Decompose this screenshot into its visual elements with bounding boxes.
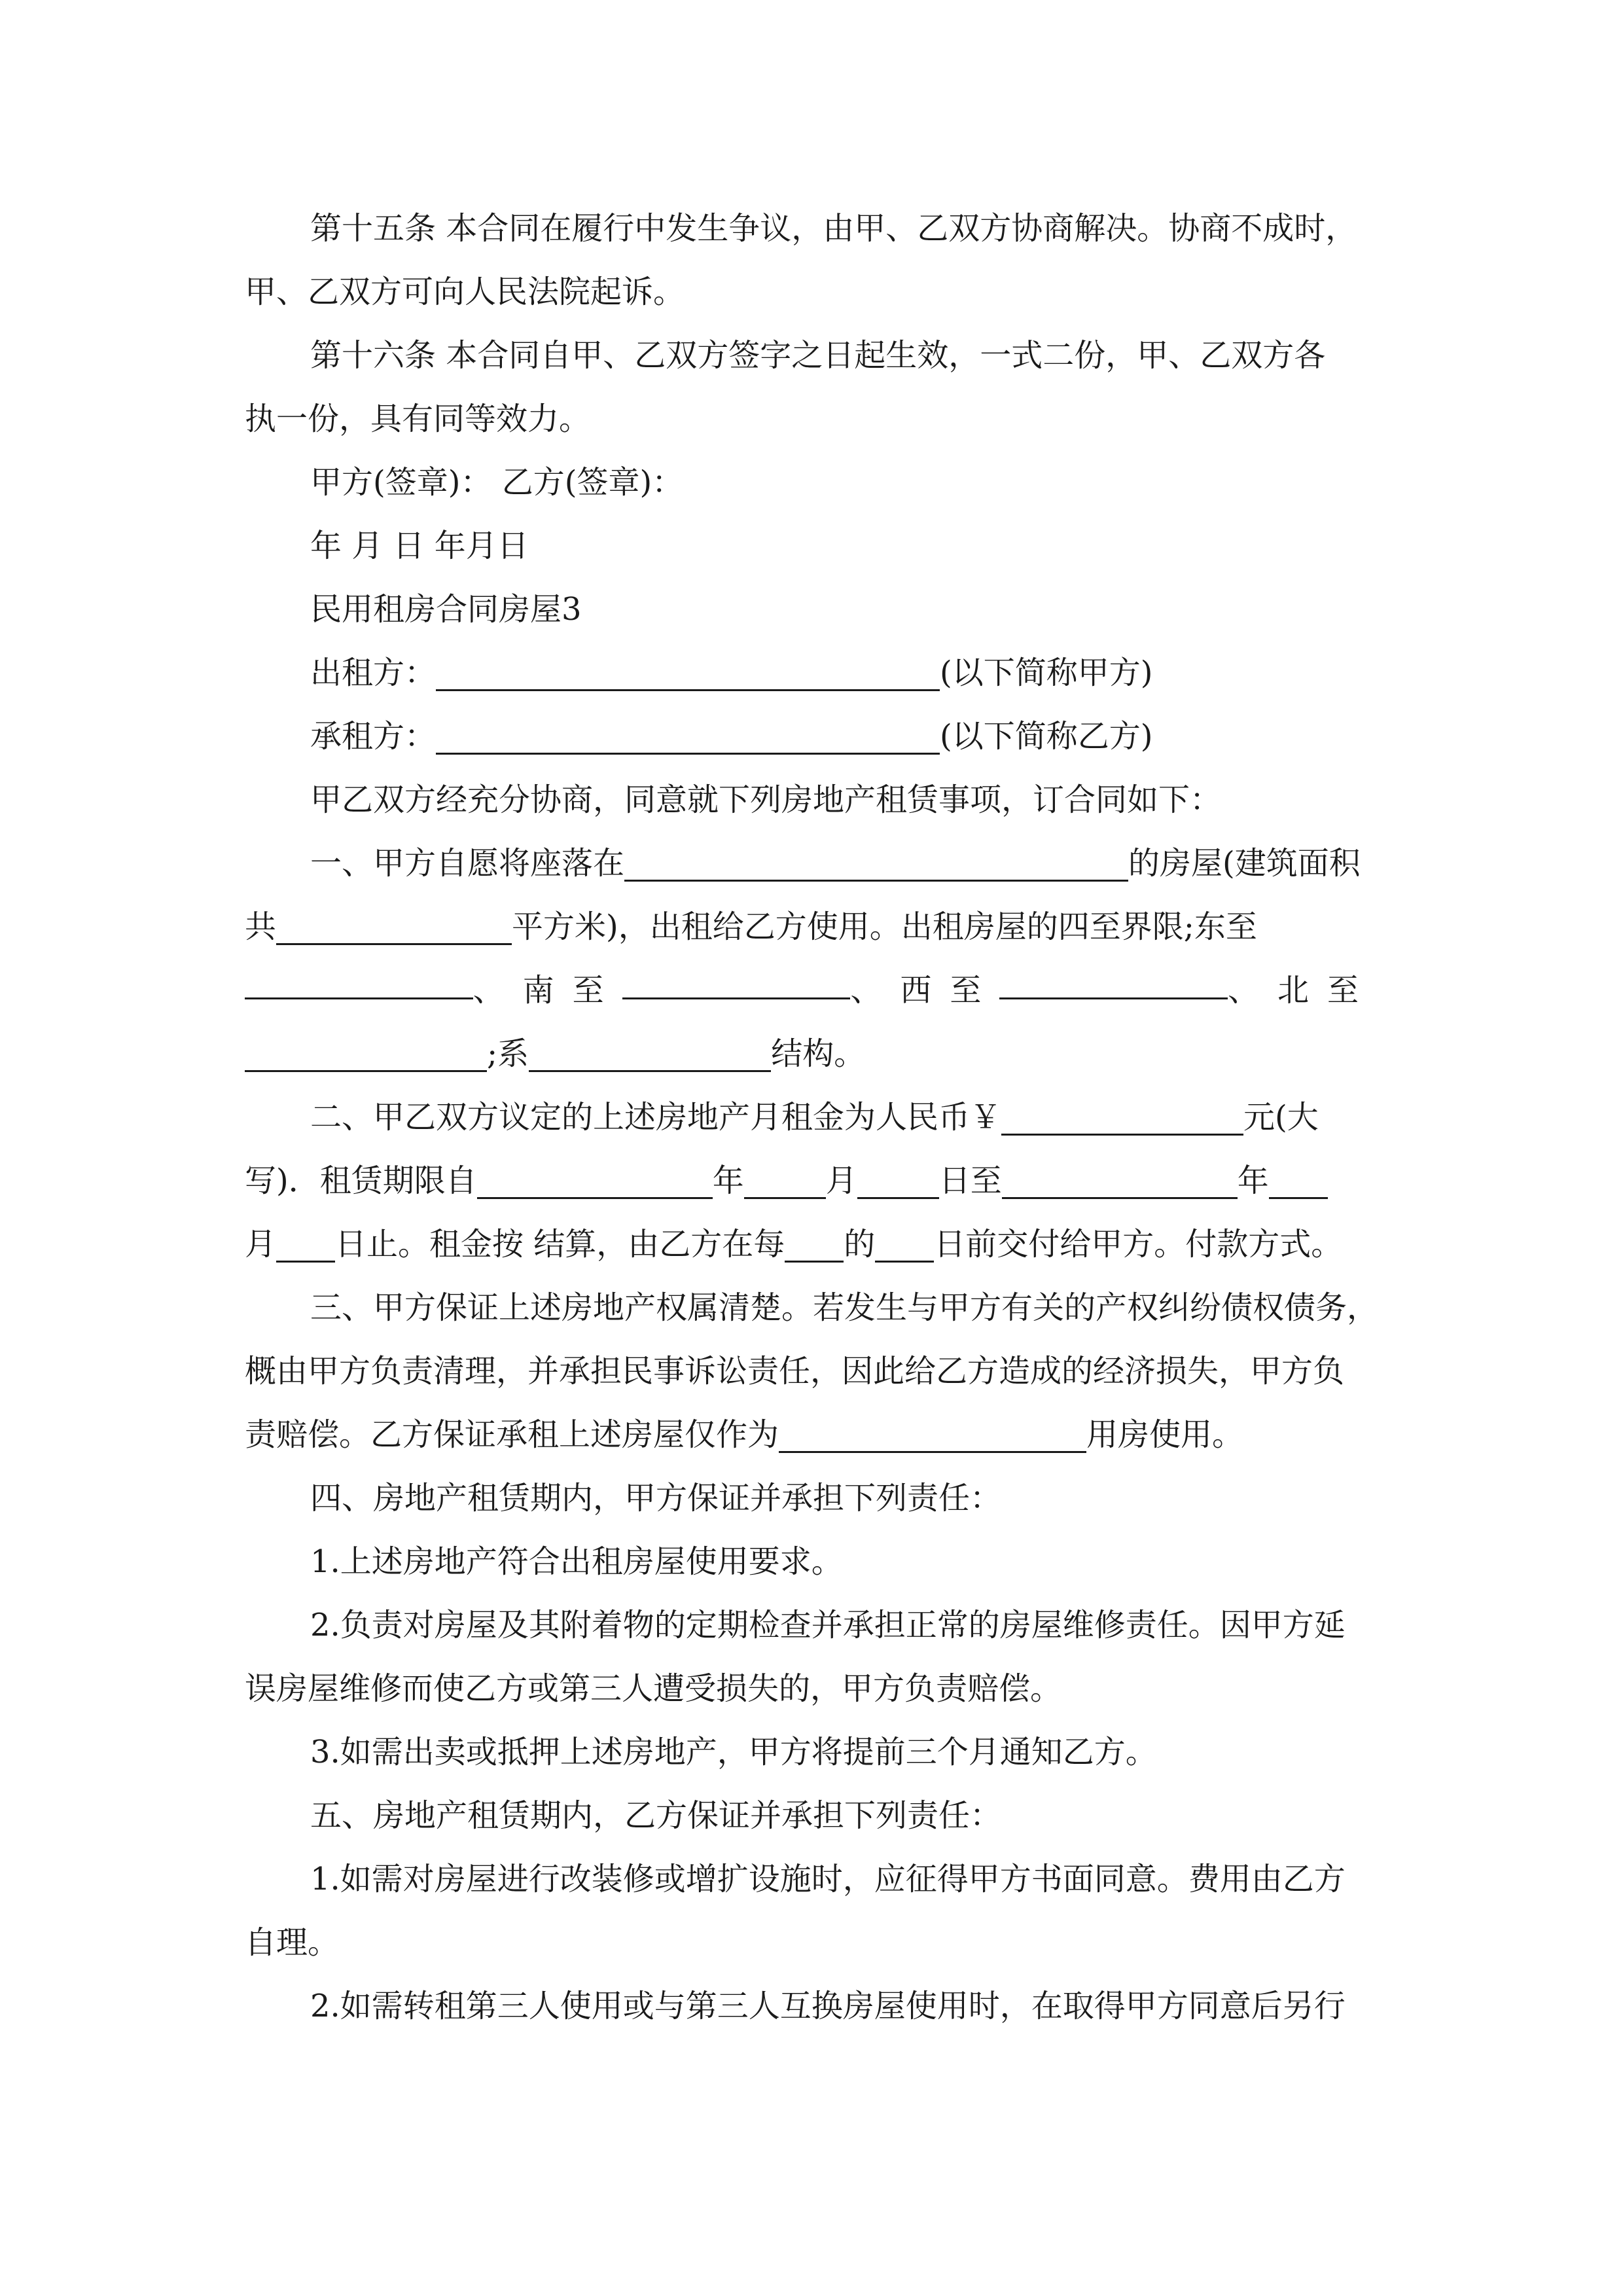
usage-blank — [779, 1412, 1086, 1453]
contract-title: 民用租房合同房屋3 — [310, 591, 582, 628]
clause-1-text-c: 共 — [245, 908, 277, 945]
lessee-label: 承租方： — [310, 718, 437, 755]
lessee-suffix: (以下简称乙方) — [940, 718, 1153, 755]
west-label: 、西至 — [850, 972, 1000, 1009]
date-line: 年 月 日 年月日 — [310, 528, 529, 564]
north-blank — [245, 1031, 487, 1072]
pay-day-blank — [875, 1221, 934, 1263]
south-label: 、南至 — [473, 972, 622, 1009]
year-label: 年 — [712, 1162, 744, 1199]
end-year-blank — [1002, 1158, 1238, 1199]
clause-3-line-1: 三、甲方保证上述房地产权属清楚。若发生与甲方有关的产权纠纷债权债务， — [310, 1289, 1379, 1326]
lessor-line — [310, 641, 1377, 705]
lessee-blank — [436, 713, 940, 755]
clause-4-item-2-line-2: 误房屋维修而使乙方或第三人遭受损失的，甲方负责赔偿。 — [245, 1670, 1062, 1707]
end-month-blank-a — [1269, 1158, 1328, 1199]
clause-5-item-1-line-2: 自理。 — [245, 1924, 340, 1961]
end-day-blank — [276, 1221, 335, 1263]
start-year-blank — [477, 1158, 713, 1199]
clause-3-text-a: 责赔偿。乙方保证承租上述房屋仅作为 — [245, 1416, 779, 1453]
article-15-line-1: 第十五条 本合同在履行中发生争议，由甲、乙双方协商解决。协商不成时， — [310, 210, 1357, 247]
clause-4-item-2-line-1: 2.负责对房屋及其附着物的定期检查并承担正常的房屋维修责任。因甲方延 — [310, 1607, 1346, 1643]
area-blank — [276, 904, 512, 945]
clause-2-line-3 — [245, 1212, 1377, 1276]
structure-label: ;系 — [487, 1035, 529, 1072]
clause-3-line-3 — [245, 1403, 1377, 1467]
north-label: 、北至 — [1228, 972, 1378, 1009]
clause-2-text-a: 二、甲乙双方议定的上述房地产月租金为人民币￥ — [310, 1099, 1002, 1136]
clause-2-text-k: 日前交付给甲方。付款方式。 — [934, 1226, 1343, 1263]
clause-4-item-3: 3.如需出卖或抵押上述房地产，甲方将提前三个月通知乙方。 — [310, 1734, 1157, 1770]
clause-2-text-b: 元(大 — [1243, 1099, 1319, 1136]
start-day-blank — [857, 1158, 939, 1199]
start-month-blank — [744, 1158, 826, 1199]
clause-1-text-a: 一、甲方自愿将座落在 — [310, 845, 625, 882]
clause-2-line-2 — [245, 1149, 1377, 1213]
article-16-line-2: 执一份，具有同等效力。 — [245, 401, 591, 437]
end-month-label: 月 — [245, 1226, 277, 1263]
clause-1-line-4 — [245, 1022, 1377, 1086]
clause-1-line-3 — [245, 958, 1377, 1022]
lessor-suffix: (以下简称甲方) — [940, 655, 1153, 691]
month-label: 月 — [825, 1162, 857, 1199]
clause-5-item-2-line-1: 2.如需转租第三人使用或与第三人互换房屋使用时，在取得甲方同意后另行 — [310, 1988, 1346, 2024]
clause-4-heading: 四、房地产租赁期内，甲方保证并承担下列责任： — [310, 1480, 1002, 1516]
signature-line: 甲方(签章)： 乙方(签章)： — [310, 464, 684, 501]
intro-paragraph: 甲乙双方经充分协商，同意就下列房地产租赁事项，订合同如下： — [310, 781, 1222, 818]
day-to-label: 日至 — [938, 1162, 1002, 1199]
clause-5-heading: 五、房地产租赁期内，乙方保证并承担下列责任： — [310, 1797, 1002, 1834]
clause-1-text-d: 平方米)，出租给乙方使用。出租房屋的四至界限;东至 — [512, 908, 1257, 945]
period-blank — [785, 1221, 844, 1263]
lessee-line — [310, 704, 1377, 768]
clause-2-text-c: 写)．租赁期限自 — [245, 1162, 477, 1199]
clause-3-line-2: 概由甲方负责清理，并承担民事诉讼责任，因此给乙方造成的经济损失，甲方负 — [245, 1353, 1345, 1390]
end-year-label: 年 — [1237, 1162, 1269, 1199]
clause-1-text-g: 结构。 — [771, 1035, 866, 1072]
clause-5-item-1-line-1: 1.如需对房屋进行改装修或增扩设施时，应征得甲方书面同意。费用由乙方 — [310, 1861, 1346, 1897]
west-blank — [999, 958, 1228, 999]
location-blank — [624, 840, 1128, 882]
clause-3-text-b: 用房使用。 — [1086, 1416, 1244, 1453]
south-blank — [622, 958, 851, 999]
lessor-label: 出租方： — [310, 655, 437, 691]
clause-1-line-2 — [245, 895, 1377, 959]
rent-blank — [1001, 1094, 1243, 1136]
clause-4-item-1: 1.上述房地产符合出租房屋使用要求。 — [310, 1543, 843, 1580]
structure-blank — [529, 1031, 771, 1072]
east-blank — [245, 958, 473, 999]
clause-2-line-1 — [310, 1085, 1377, 1149]
lessor-blank — [436, 650, 940, 691]
article-15-line-2: 甲、乙双方可向人民法院起诉。 — [245, 274, 685, 310]
clause-1-line-1 — [310, 831, 1377, 895]
clause-2-text-j: 的 — [844, 1226, 876, 1263]
clause-2-text-i: 日止。租金按 结算，由乙方在每 — [335, 1226, 785, 1263]
article-16-line-1: 第十六条 本合同自甲、乙双方签字之日起生效，一式二份，甲、乙双方各 — [310, 337, 1326, 374]
clause-1-text-b: 的房屋(建筑面积 — [1128, 845, 1361, 882]
